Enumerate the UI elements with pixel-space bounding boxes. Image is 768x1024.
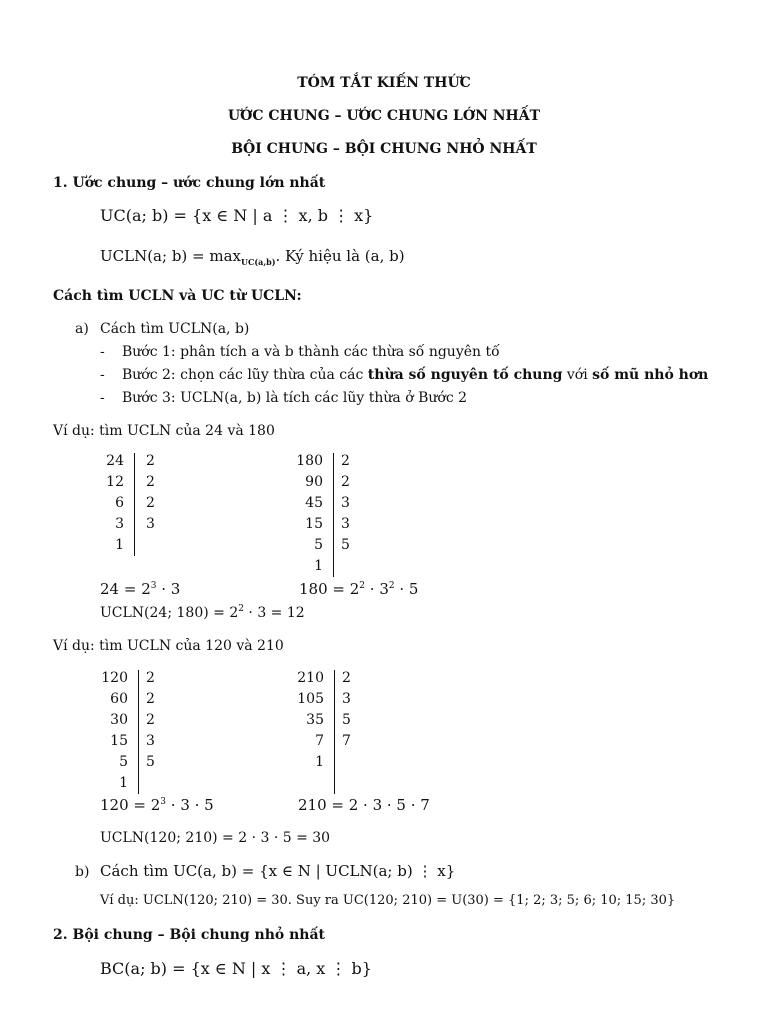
factorization-180 — [299, 580, 418, 598]
factor-prime: 5 — [146, 754, 155, 770]
factor-prime: 3 — [341, 516, 350, 532]
ucln-definition-tail: . Ký hiệu là (a, b) — [275, 247, 405, 265]
factor-value: 1 — [314, 558, 323, 574]
factor-divider-line — [333, 453, 334, 577]
factor-value: 105 — [297, 691, 324, 707]
factor-prime: 2 — [146, 691, 155, 707]
bullet-step-1: Bước 1: phân tích a và b thành các thừa số nguyên tố — [122, 344, 500, 360]
factor-value: 6 — [115, 495, 124, 511]
factor-prime: 2 — [146, 670, 155, 686]
factorization-24-tail: · 3 — [156, 580, 181, 598]
factor-prime: 2 — [146, 474, 155, 490]
factor-divider-line — [134, 453, 135, 556]
factor-prime: 2 — [341, 474, 350, 490]
factor-prime: 2 — [342, 670, 351, 686]
factor-value: 210 — [297, 670, 324, 686]
item-b-example: Ví dụ: UCLN(120; 210) = 30. Suy ra UC(120; 210) = U(30) = {1; 2; 3; 5; 6; 10; 15; 30} — [100, 893, 676, 908]
factor-value: 24 — [106, 453, 124, 469]
bc-definition: BC(a; b) = {x ∈ N | x ⋮ a, x ⋮ b} — [100, 959, 372, 978]
item-b-text: Cách tìm UC(a, b) = {x ∈ N | UCLN(a; b) ⋮ x} — [100, 862, 456, 880]
step2-bold-common: thừa số nguyên tố chung — [367, 367, 563, 383]
factor-prime: 5 — [342, 712, 351, 728]
factorization-180-mid: · 3 — [365, 580, 389, 598]
uc-definition: UC(a; b) = {x ∈ N | a ⋮ x, b ⋮ x} — [100, 206, 374, 225]
factorization-210: 210 = 2 · 3 · 5 · 7 — [298, 796, 430, 814]
factorization-24 — [100, 580, 180, 598]
factorization-24-exp: 3 — [150, 581, 157, 591]
factor-prime: 3 — [146, 516, 155, 532]
doc-subtitle-ucln: ƯỚC CHUNG – ƯỚC CHUNG LỚN NHẤT — [227, 108, 541, 124]
factor-value: 3 — [115, 516, 124, 532]
factor-value: 5 — [314, 537, 323, 553]
factor-prime: 2 — [146, 712, 155, 728]
section2-heading: 2. Bội chung – Bội chung nhỏ nhất — [53, 927, 326, 943]
factorization-180-base: 180 = 2 — [299, 580, 360, 598]
factor-value: 60 — [110, 691, 128, 707]
factor-value: 15 — [305, 516, 323, 532]
example1-label: Ví dụ: tìm UCLN của 24 và 180 — [53, 423, 275, 439]
factor-prime: 7 — [342, 733, 351, 749]
ucln-24-180-exp: 2 — [238, 604, 244, 614]
bullet-dash: - — [100, 367, 105, 383]
ucln-definition-main: UCLN(a; b) = max — [100, 247, 242, 265]
factorization-24-base: 24 = 2 — [100, 580, 151, 598]
factorization-180-exp2: 2 — [388, 581, 395, 591]
factorization-120-base: 120 = 2 — [100, 796, 161, 814]
bullet-dash: - — [100, 390, 105, 406]
factor-prime: 3 — [341, 495, 350, 511]
factor-value: 7 — [315, 733, 324, 749]
ucln-definition — [100, 247, 405, 267]
ucln-24-180-result — [100, 604, 305, 621]
example2-label: Ví dụ: tìm UCLN của 120 và 210 — [53, 638, 284, 654]
ucln-24-180-pre: UCLN(24; 180) = 2 — [100, 605, 239, 621]
factor-prime: 5 — [341, 537, 350, 553]
factor-divider-line — [334, 670, 335, 794]
bullet-step-2 — [122, 367, 708, 383]
factorization-120 — [100, 796, 214, 814]
bullet-step-3: Bước 3: UCLN(a, b) là tích các lũy thừa ở Bước 2 — [122, 390, 468, 406]
factor-value: 180 — [296, 453, 323, 469]
factorization-120-tail: · 3 · 5 — [166, 796, 214, 814]
section1-heading: 1. Ước chung – ước chung lớn nhất — [53, 175, 326, 191]
ucln-definition-sub: UC(a,b) — [241, 257, 276, 267]
step2-pre: Bước 2: chọn các lũy thừa của các — [122, 367, 368, 383]
factor-value: 120 — [101, 670, 128, 686]
ucln-24-180-tail: · 3 = 12 — [243, 605, 305, 621]
factor-value: 30 — [110, 712, 128, 728]
factor-value: 45 — [305, 495, 323, 511]
bullet-dash: - — [100, 344, 105, 360]
factor-value: 90 — [305, 474, 323, 490]
ucln-120-210-result: UCLN(120; 210) = 2 · 3 · 5 = 30 — [100, 830, 331, 846]
factor-value: 5 — [119, 754, 128, 770]
factor-prime: 3 — [146, 733, 155, 749]
factor-divider-line — [138, 670, 139, 794]
factor-prime: 2 — [146, 495, 155, 511]
method-heading: Cách tìm UCLN và UC từ UCLN: — [53, 288, 302, 304]
factor-prime: 3 — [342, 691, 351, 707]
factorization-120-exp: 3 — [160, 797, 167, 807]
item-b-marker: b) — [75, 864, 90, 880]
factor-value: 12 — [106, 474, 124, 490]
step2-mid: với — [562, 367, 593, 383]
factor-value: 35 — [306, 712, 324, 728]
factor-value: 1 — [315, 754, 324, 770]
item-a-marker: a) — [75, 321, 89, 337]
factor-prime: 2 — [341, 453, 350, 469]
item-a-text: Cách tìm UCLN(a, b) — [100, 321, 250, 337]
factorization-180-tail: · 5 — [394, 580, 419, 598]
factor-value: 15 — [110, 733, 128, 749]
factor-prime: 2 — [146, 453, 155, 469]
factor-value: 1 — [119, 775, 128, 791]
factor-value: 1 — [115, 537, 124, 553]
doc-subtitle-bcnn: BỘI CHUNG – BỘI CHUNG NHỎ NHẤT — [231, 141, 537, 157]
factorization-180-exp1: 2 — [359, 581, 366, 591]
step2-bold-exponent: số mũ nhỏ hơn — [592, 367, 709, 383]
doc-title: TÓM TẮT KIẾN THỨC — [297, 75, 471, 91]
